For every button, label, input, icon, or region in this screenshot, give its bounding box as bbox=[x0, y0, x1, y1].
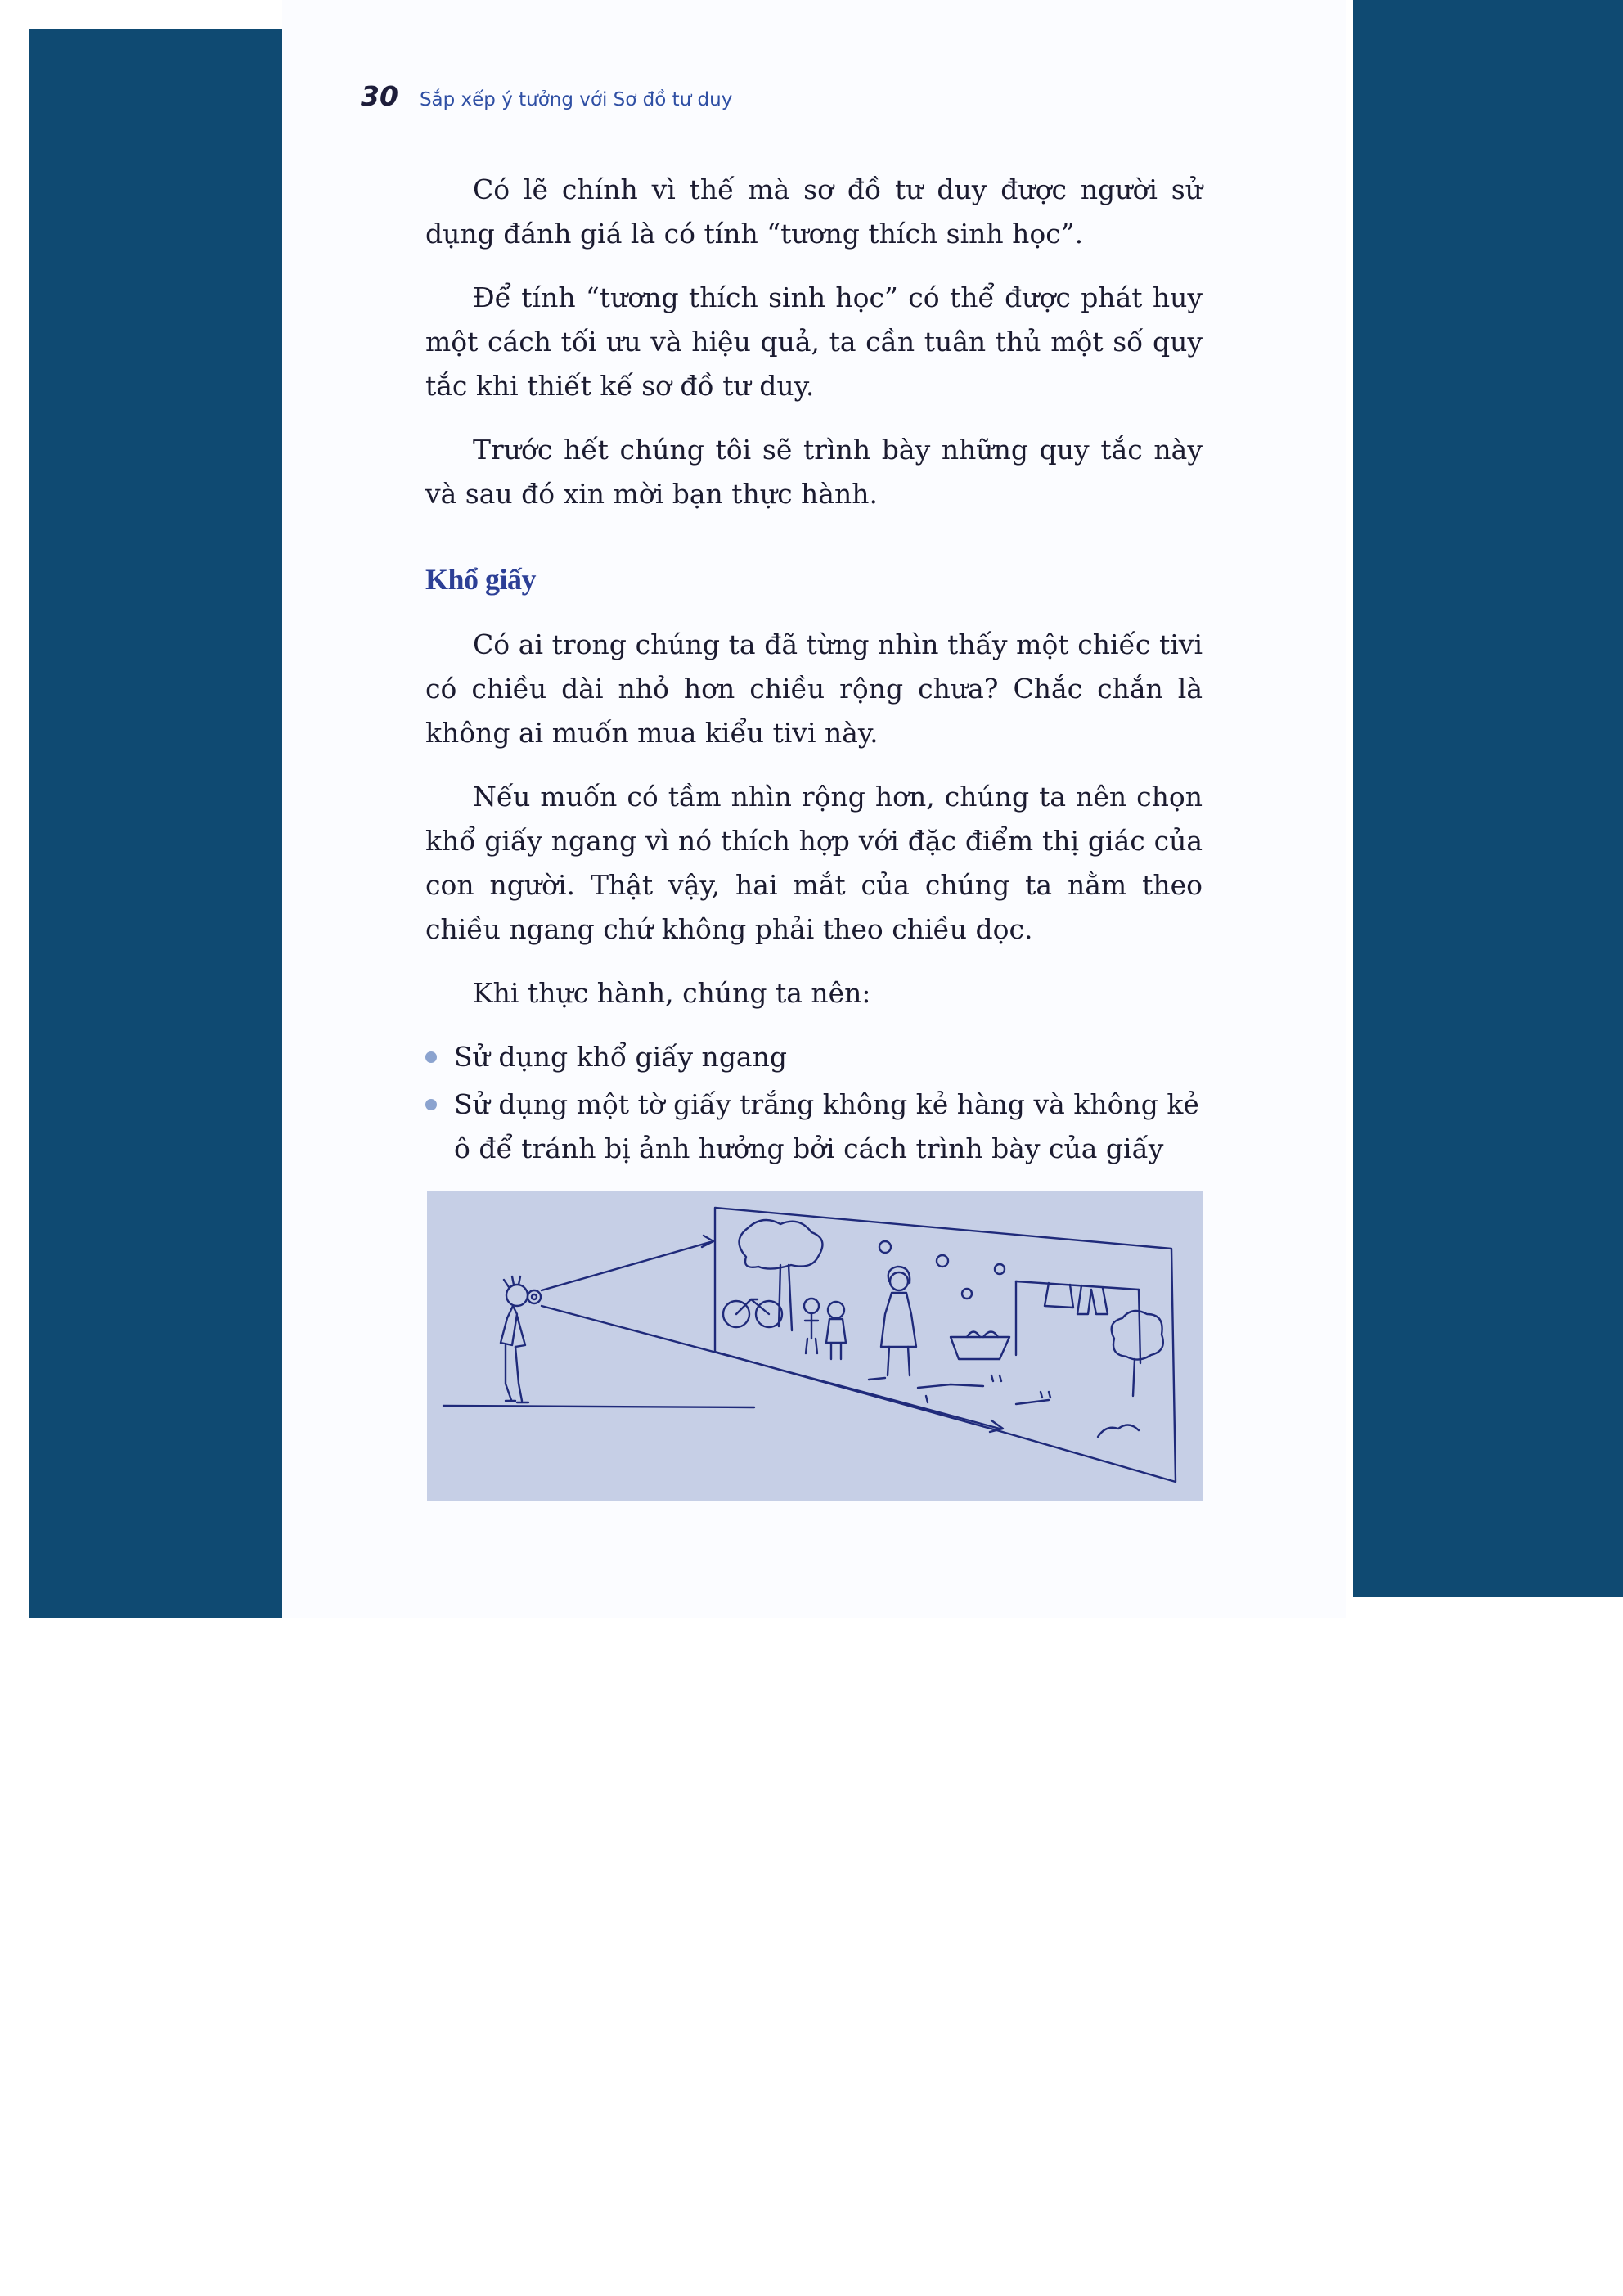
sight-arrow-top bbox=[702, 1236, 713, 1247]
bullet-icon bbox=[425, 1051, 437, 1063]
list-item bbox=[425, 1035, 1203, 1079]
rabbit bbox=[1098, 1425, 1139, 1437]
book-page bbox=[282, 0, 1346, 1618]
apple bbox=[962, 1289, 972, 1299]
ground-line bbox=[443, 1406, 754, 1407]
left-dark-band bbox=[29, 29, 293, 1618]
children bbox=[804, 1299, 846, 1359]
apple bbox=[995, 1264, 1005, 1274]
basket bbox=[951, 1332, 1009, 1360]
perspective-drawing bbox=[427, 1191, 1203, 1501]
bush-right bbox=[1112, 1311, 1163, 1396]
page-number: 30 bbox=[361, 80, 398, 112]
picture-frame bbox=[715, 1208, 1176, 1482]
sight-line-top bbox=[542, 1242, 710, 1290]
apple bbox=[879, 1241, 891, 1253]
paragraph: Trước hết chúng tôi sẽ trình bày những quy tắc này và sau đó xin mời bạn thực hành. bbox=[425, 434, 1203, 510]
paragraph: Có ai trong chúng ta đã từng nhìn thấy một chiếc tivi có chiều dài nhỏ hơn chiều rộng chưa? Chắc chắn là không ai muốn mua kiểu tivi này. bbox=[425, 628, 1203, 749]
paragraph: Để tính “tương thích sinh học” có thể được phát huy một cách tối ưu và hiệu quả, ta cần tuân thủ một số quy tắc khi thiết kế sơ đồ tư duy. bbox=[425, 281, 1203, 402]
paragraph: Có lẽ chính vì thế mà sơ đồ tư duy được người sử dụng đánh giá là có tính “tương thích sinh học”. bbox=[425, 173, 1203, 250]
apple bbox=[937, 1255, 948, 1267]
sight-line-bottom bbox=[542, 1306, 713, 1352]
paragraph: Nếu muốn có tầm nhìn rộng hơn, chúng ta nên chọn khổ giấy ngang vì nó thích hợp với đặc điểm thị giác của con người. Thật vậy, hai mắt của chúng ta nằm theo chiều ngang chứ không phải theo chiều dọc. bbox=[425, 781, 1203, 945]
list-item bbox=[425, 1083, 1203, 1171]
woman-figure bbox=[881, 1267, 916, 1375]
list-item-text: Sử dụng khổ giấy ngang bbox=[454, 1041, 787, 1073]
right-dark-band bbox=[1353, 0, 1623, 1597]
grass-mark bbox=[926, 1375, 1050, 1402]
running-title: Sắp xếp ý tưởng với Sơ đồ tư duy bbox=[419, 89, 733, 110]
viewer-figure bbox=[501, 1276, 541, 1402]
list-item-text: Sử dụng một tờ giấy trắng không kẻ hàng và không kẻ ô để tránh bị ảnh hưởng bởi cách trình bày của giấy bbox=[454, 1088, 1199, 1164]
bullet-icon bbox=[425, 1099, 437, 1110]
path-mark bbox=[918, 1384, 983, 1388]
bicycle bbox=[723, 1299, 782, 1327]
illustration-landscape-view bbox=[427, 1191, 1203, 1501]
running-head bbox=[361, 80, 732, 121]
body-text bbox=[425, 168, 1203, 1174]
clothesline bbox=[1016, 1281, 1140, 1363]
section-heading: Khổ giấy bbox=[425, 563, 537, 596]
paragraph: Khi thực hành, chúng ta nên: bbox=[473, 977, 871, 1009]
bullet-list bbox=[425, 1035, 1203, 1171]
